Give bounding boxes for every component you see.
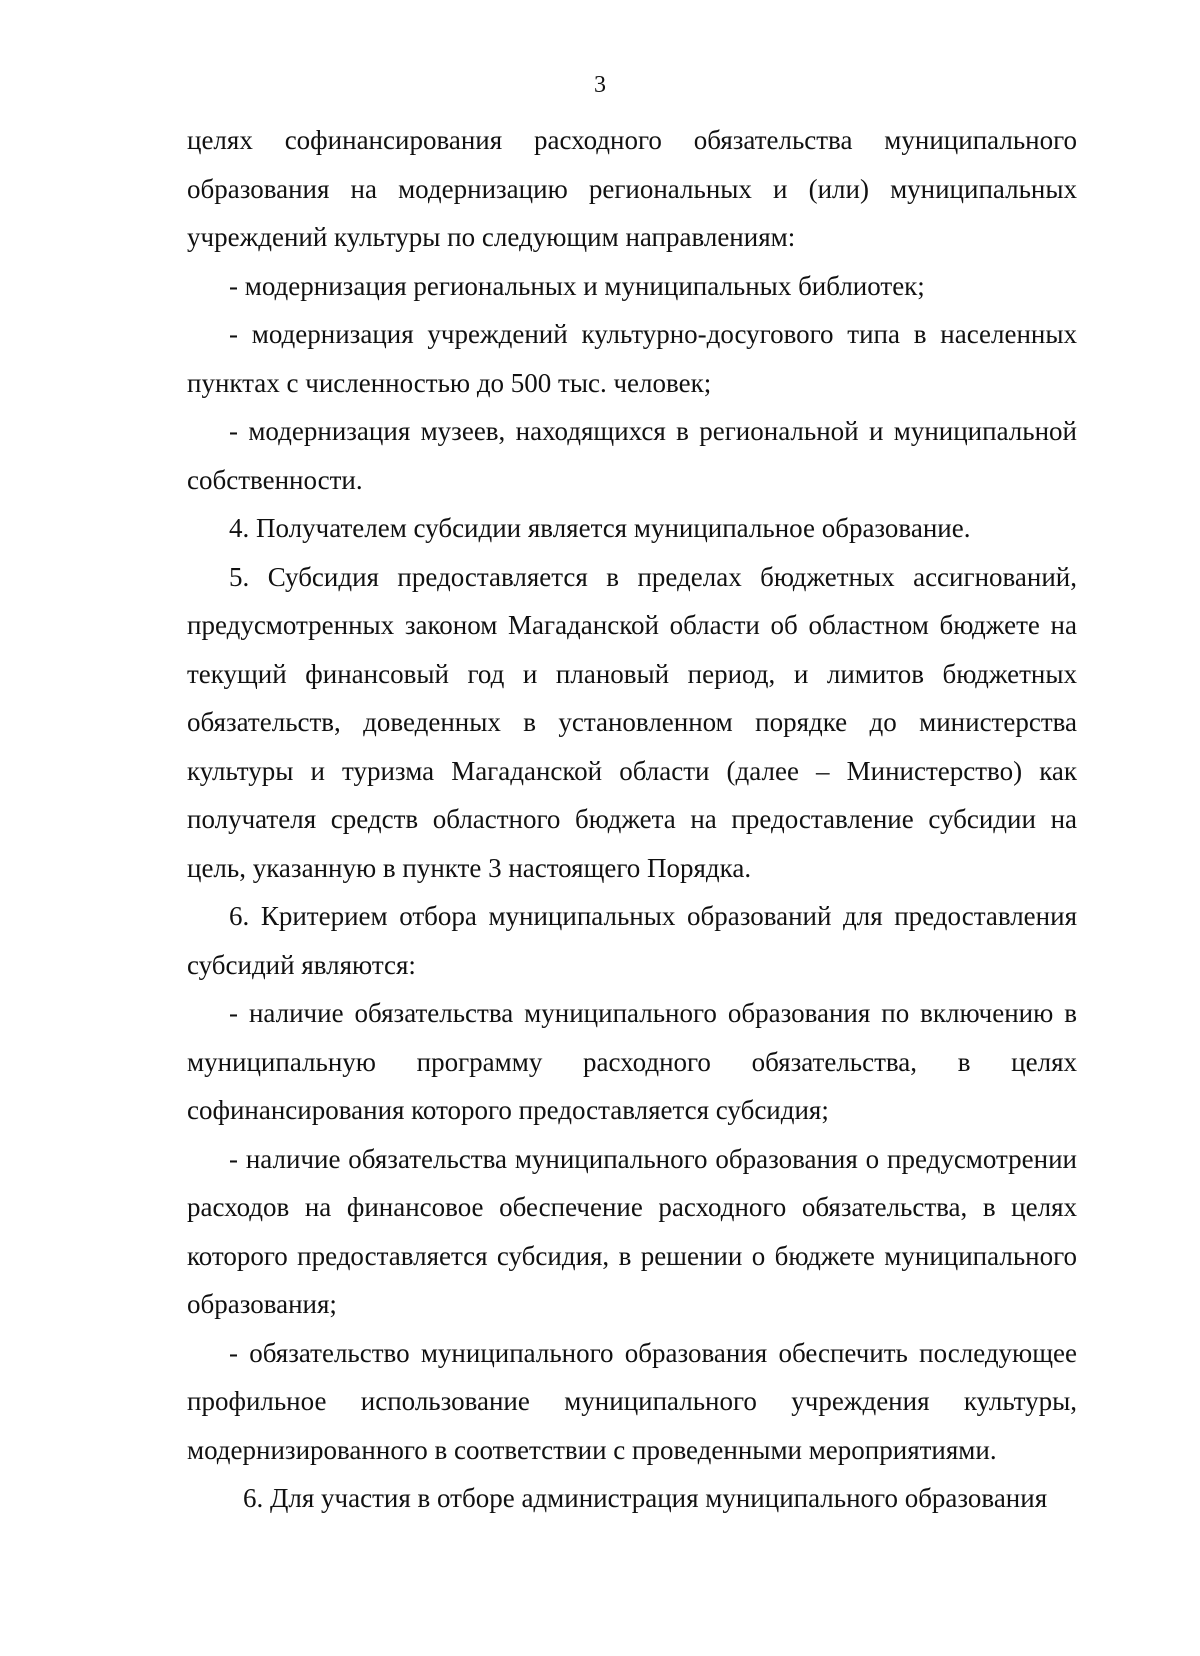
criteria-item-usage: - обязательство муниципального образования обеспечить последующее профильное использование муниципального учреждения культуры, модернизированного в соответствии с проведенными мероприятиями. — [187, 1337, 1077, 1465]
criteria-item-program: - наличие обязательства муниципального образования по включению в муниципальную программу расходного обязательства, в целях софинансирования которого предоставляется субсидия; — [187, 998, 1077, 1125]
paragraph-6-participation: 6. Для участия в отборе администрация муниципального образования — [243, 1483, 1048, 1513]
paragraph-4: 4. Получателем субсидии является муниципальное образование. — [229, 513, 971, 543]
page-number: 3 — [594, 72, 606, 98]
paragraph-continuation: целях софинансирования расходного обязательства муниципального образования на модернизацию региональных и (или) муниципальных учреждений культуры по следующим направлениям: — [187, 125, 1077, 252]
criteria-item-budget: - наличие обязательства муниципального образования о предусмотрении расходов на финансовое обеспечение расходного обязательства, в целях которого предоставляется субсидия, в решении о бюджете муниципального образования; — [187, 1143, 1077, 1319]
list-item-libraries: - модернизация региональных и муниципальных библиотек; — [229, 270, 925, 301]
paragraph-6-criteria: 6. Критерием отбора муниципальных образований для предоставления субсидий являются: — [187, 901, 1077, 980]
paragraph-5: 5. Субсидия предоставляется в пределах бюджетных ассигнований, предусмотренных законом Магаданской области об областном бюджете на текущий финансовый год и плановый период, и лимитов бюджетных обязательств, доведенных в установленном порядке до министерства культуры и туризма Магаданской области (далее – Министерство) как получателя средств областного бюджета на предоставление субсидии на цель, указанную в пункте 3 настоящего Порядка. — [187, 561, 1077, 883]
list-item-museums: - модернизация музеев, находящихся в региональной и муниципальной собственности. — [187, 416, 1077, 495]
list-item-cultural-institutions: - модернизация учреждений культурно-досугового типа в населенных пунктах с численностью до 500 тыс. человек; — [187, 319, 1077, 398]
document-body — [187, 116, 1077, 1523]
